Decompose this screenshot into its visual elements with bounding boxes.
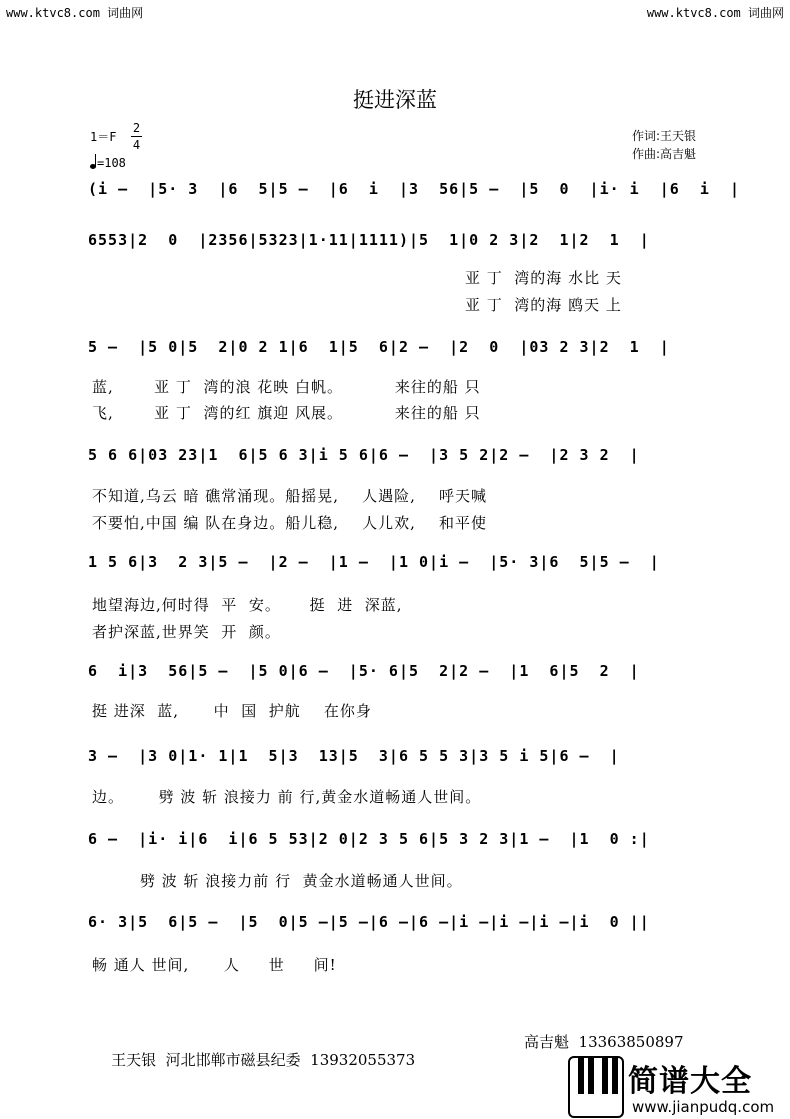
footer-right: 高吉魁 13363850897 (524, 1033, 684, 1051)
logo-url: www.jianpudq.com (632, 1098, 775, 1116)
credits (632, 127, 696, 163)
notation-line-7: 3 – |3 0|1· 1|1 5|3 13|5 3|6 5 5 3|3 5 i 5|6 – | (88, 747, 620, 765)
lyrics-line: 蓝, 亚 丁 湾的浪 花映 白帆。 来往的船 只 (92, 378, 481, 396)
site-header-left: www.ktvc8.com 词曲网 (6, 6, 144, 20)
meter-top: 2 (132, 121, 141, 135)
lyrics-line: 亚 丁 湾的海 鸥天 上 (465, 296, 622, 314)
notation-line-5: 1 5 6|3 2 3|5 – |2 – |1 – |1 0|i – |5· 3|6 5|5 – | (88, 553, 660, 571)
logo-brand: 简谱大全 (628, 1064, 752, 1099)
song-title: 挺进深蓝 (353, 88, 437, 112)
notation-line-1: (i – |5· 3 |6 5|5 – |6 i |3 56|5 – |5 0 |i· i |6 i | (88, 180, 740, 198)
lyrics-line: 不知道,乌云 暗 礁常涌现。船摇晃, 人遇险, 呼天喊 (92, 487, 487, 505)
time-signature (131, 120, 142, 153)
notation-line-9: 6· 3|5 6|5 – |5 0|5 –|5 –|6 –|6 –|i –|i –|i –|i 0 || (88, 913, 650, 931)
lyricist: 作词:王天银 (632, 129, 697, 143)
site-logo (568, 1056, 790, 1119)
lyrics-line: 挺 进深 蓝, 中 国 护航 在你身 (92, 702, 372, 720)
lyrics-line: 不要怕,中国 编 队在身边。船儿稳, 人儿欢, 和平使 (92, 514, 487, 532)
composer: 作曲:高吉魁 (632, 147, 697, 161)
notation-line-3: 5 – |5 0|5 2|0 2 1|6 1|5 6|2 – |2 0 |03 2 3|2 1 | (88, 338, 670, 356)
key-signature: 1＝F (90, 130, 117, 144)
lyrics-line: 劈 波 斩 浪接力前 行 黄金水道畅通人世间。 (140, 872, 463, 890)
notation-line-6: 6 i|3 56|5 – |5 0|6 – |5· 6|5 2|2 – |1 6|5 2 | (88, 662, 640, 680)
footer (92, 1031, 684, 1106)
lyrics-line: 飞, 亚 丁 湾的红 旗迎 风展。 来往的船 只 (92, 404, 481, 422)
lyrics-line: 畅 通人 世间, 人 世 间! (92, 956, 337, 974)
notation-line-2: 6553|2 0 |2356|5323|1·11|1111)|5 1|0 2 3|2 1|2 1 | (88, 231, 650, 249)
meter-bottom: 4 (132, 138, 141, 152)
lyrics-line: 地望海边,何时得 平 安。 挺 进 深蓝, (92, 596, 403, 614)
tempo-mark (90, 156, 126, 170)
tempo-value: =108 (97, 156, 126, 170)
piano-keys-icon (568, 1056, 624, 1118)
notation-line-4: 5 6 6|03 23|1 6|5 6 3|i 5 6|6 – |3 5 2|2 – |2 3 2 | (88, 446, 640, 464)
quarter-note-icon (90, 164, 96, 169)
site-header-right: www.ktvc8.com 词曲网 (646, 6, 784, 20)
lyrics-line: 亚 丁 湾的海 水比 天 (465, 269, 622, 287)
footer-left: 王天银 河北邯郸市磁县纪委 13932055373 (111, 1051, 416, 1069)
notation-line-8: 6 – |i· i|6 i|6 5 53|2 0|2 3 5 6|5 3 2 3|1 – |1 0 :| (88, 830, 650, 848)
lyrics-line: 者护深蓝,世界笑 开 颜。 (92, 623, 281, 641)
lyrics-line: 边。 劈 波 斩 浪接力 前 行,黄金水道畅通人世间。 (92, 788, 482, 806)
